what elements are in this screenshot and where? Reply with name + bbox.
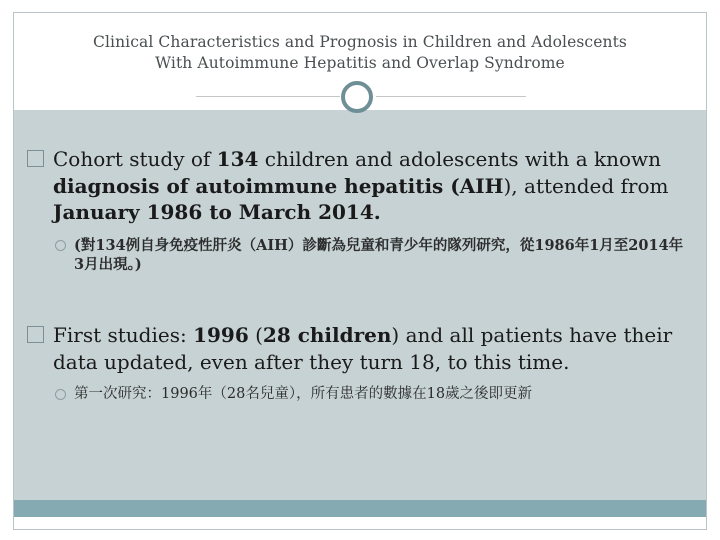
sub-bullet-1 [55, 236, 685, 274]
divider-right [376, 96, 526, 97]
sub-bullet-2-text: 第一次研究：1996年（28名兒童），所有患者的數據在18歲之後即更新 [74, 386, 533, 402]
sub-bullet-1-text: (對134例自身免疫性肝炎（AIH）診斷為兒童和青少年的隊列研究，從1986年1月至2014年3月出現。) [74, 237, 684, 273]
footer-bar [14, 500, 706, 517]
divider-left [196, 96, 340, 97]
square-bullet-icon [27, 150, 44, 167]
bullet-1 [27, 146, 687, 226]
circle-bullet-icon [55, 240, 66, 251]
bullet-1-text: Cohort study of 134 children and adolescents with a known diagnosis of autoimmune hepatitis (AIH), attended from January 1986 to March 2014. [53, 147, 669, 224]
bullet-2 [27, 322, 687, 375]
title-line-2: With Autoimmune Hepatitis and Overlap Syndrome [155, 54, 565, 72]
slide-title [14, 32, 706, 74]
bullet-2-text: First studies: 1996 (28 children) and all patients have their data updated, even after they turn 18, to this time. [53, 323, 673, 374]
ring-icon [341, 81, 373, 113]
square-bullet-icon [27, 326, 44, 343]
title-line-1: Clinical Characteristics and Prognosis in Children and Adolescents [93, 33, 627, 51]
circle-bullet-icon [55, 389, 66, 400]
sub-bullet-2 [55, 385, 685, 404]
